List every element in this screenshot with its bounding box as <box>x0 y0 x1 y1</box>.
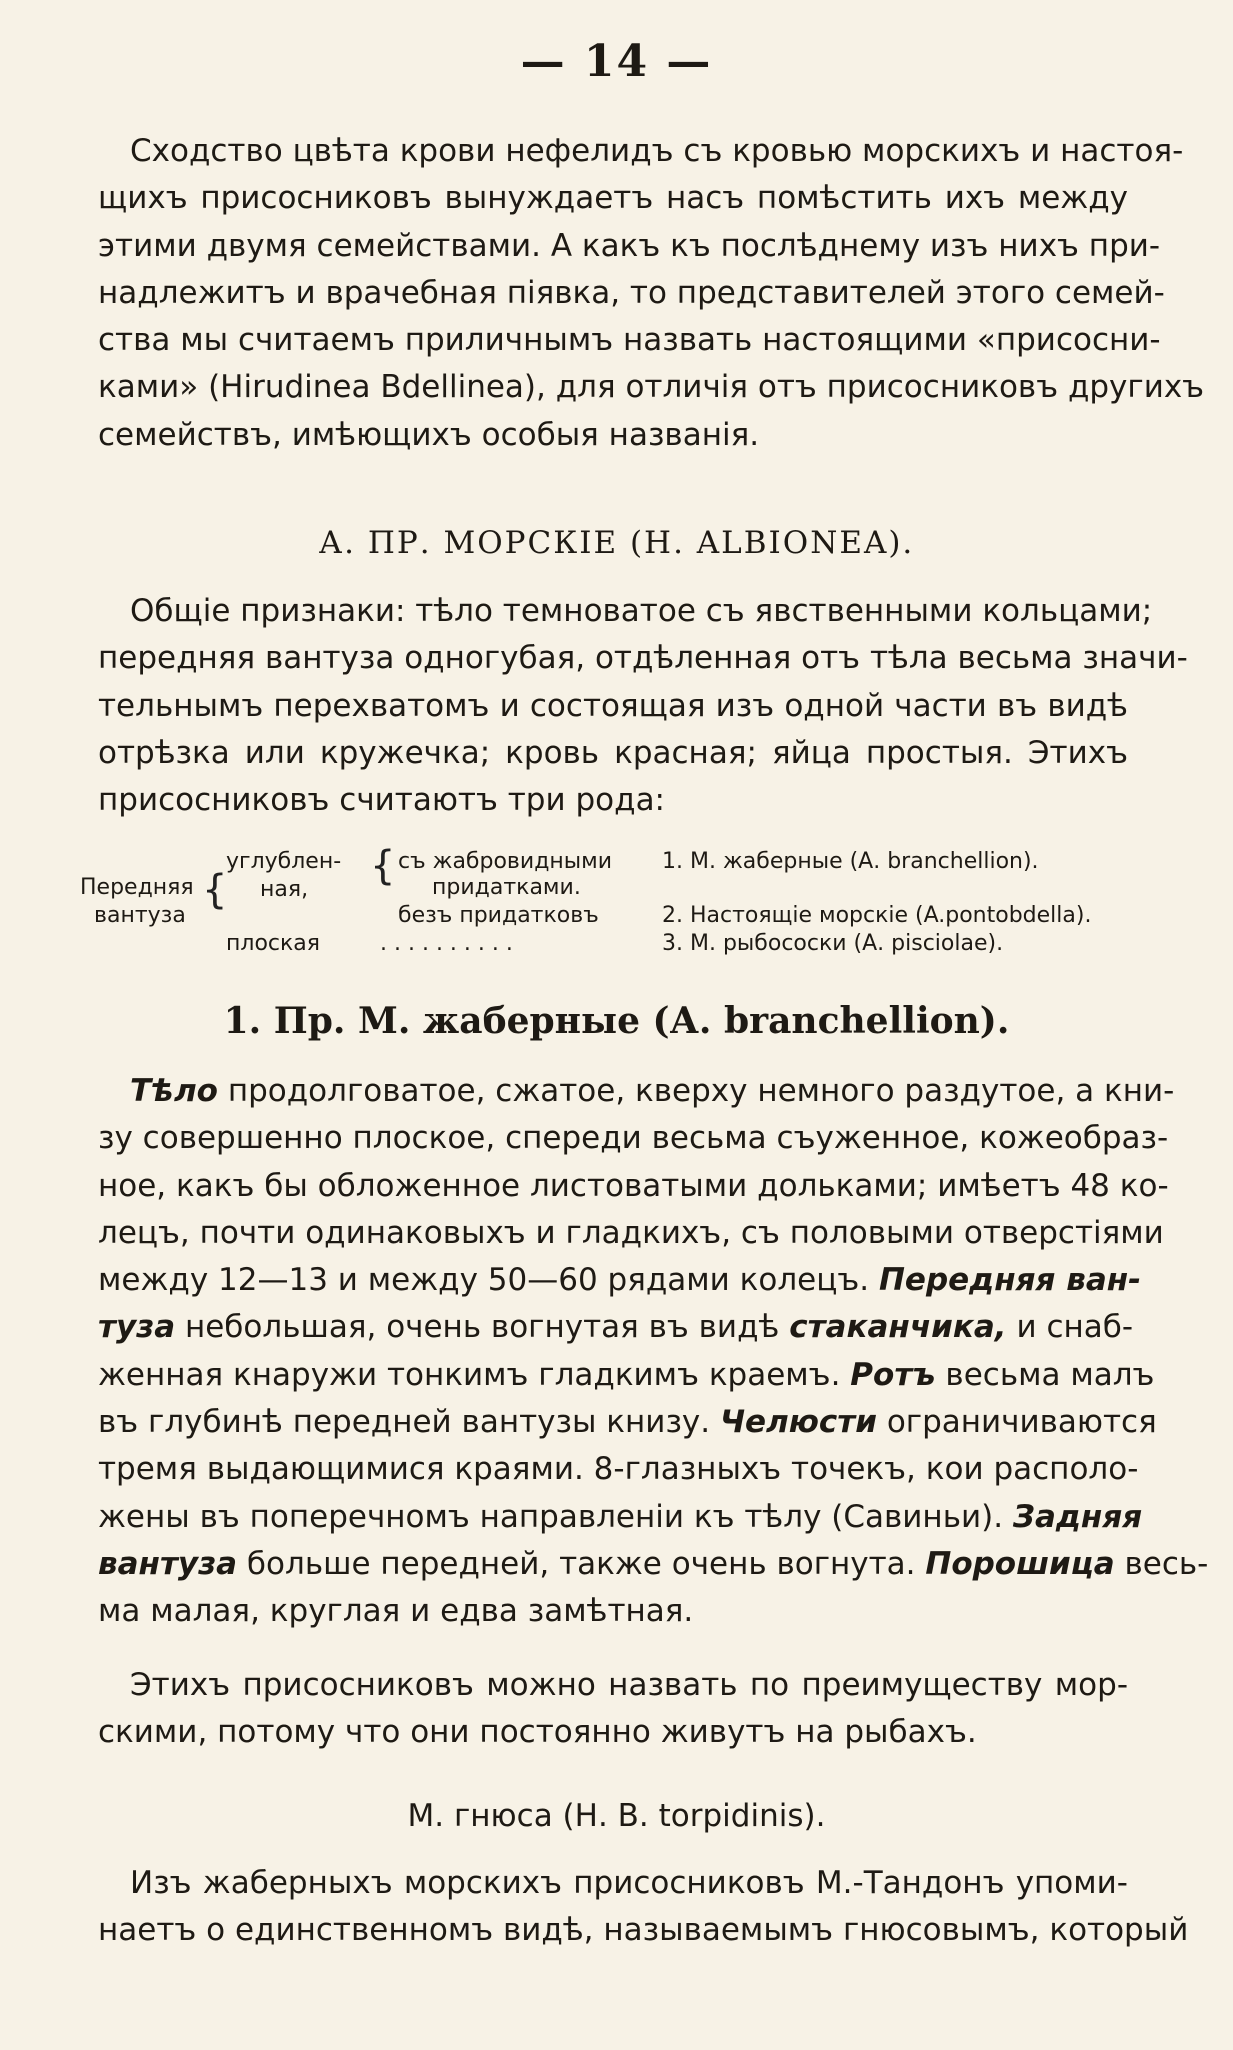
term-jaws: Челюсти <box>719 1404 877 1441</box>
result-1: 1. М. жаберные (А. branchellion). <box>662 849 1039 874</box>
brace-left: { <box>202 867 228 913</box>
text-line: ное, какъ бы обложенное листоватыми дольками; имѣетъ 48 ко- <box>98 1167 1169 1204</box>
text-line: Тѣло продолговатое, сжатое, кверху немного раздутое, а кни- <box>130 1073 1175 1109</box>
text-line: ма малая, круглая и едва замѣтная. <box>98 1593 694 1630</box>
section-a-heading: А. ПР. МОРСКІЕ (Н. ALBIONEA). <box>318 525 915 561</box>
text-line: женная кнаружи тонкимъ гладкимъ краемъ. Ротъ весьма малъ <box>98 1356 1155 1393</box>
species-subheading: М. гнюса (Н. В. torpidinis). <box>407 1798 826 1834</box>
text-line: тельнымъ перехватомъ и состоящая изъ одной части въ видѣ <box>98 687 1128 724</box>
section-1-heading: 1. Пр. М. жаберные (А. branchellion). <box>223 1000 1010 1042</box>
text-line: Общіе признаки: тѣло темноватое съ явственными кольцами; <box>130 593 1153 629</box>
section-1-paragraph <box>98 1068 1209 1636</box>
section-a-paragraph <box>98 588 1188 824</box>
term-anterior-sucker: Передняя ван- <box>878 1262 1142 1299</box>
text-line: скими, потому что они постоянно живутъ на рыбахъ. <box>98 1714 977 1751</box>
classification-table <box>80 844 1180 964</box>
cond-gill-b: придатками. <box>432 875 581 900</box>
intro-paragraph <box>98 128 1205 459</box>
type-concave-a: углублен- <box>226 849 342 874</box>
text-line: тремя выдающимися краями. 8-глазныхъ точекъ, кои располо- <box>98 1451 1139 1488</box>
text-line: жены въ поперечномъ направленіи къ тѣлу (Савиньи). Задняя <box>98 1498 1143 1535</box>
term-sucker: вантуза <box>98 1545 238 1582</box>
text-line: въ глубинѣ передней вантузы книзу. Челюсти ограничиваются <box>98 1404 1157 1441</box>
text-line: зу совершенно плоское, спереди весьма съуженное, кожеобраз- <box>98 1120 1169 1157</box>
text-line: Этихъ присосниковъ можно назвать по преимуществу мор- <box>130 1667 1128 1703</box>
cond-gill-a: съ жабровидными <box>398 849 613 874</box>
cond-no-append: безъ придатковъ <box>398 903 599 928</box>
text-line: семействъ, имѣющихъ особыя названія. <box>98 416 760 453</box>
text-line: щихъ присосниковъ вынуждаетъ насъ помѣстить ихъ между <box>98 180 1128 217</box>
term-cup: стаканчика, <box>789 1309 1007 1346</box>
text-line: отрѣзка или кружечка; кровь красная; яйца простыя. Этихъ <box>98 734 1128 771</box>
text-line: присосниковъ считаютъ три рода: <box>98 782 666 819</box>
text-line: передняя вантуза одногубая, отдѣленная отъ тѣла весьма значи- <box>98 640 1188 677</box>
result-2: 2. Настоящіе морскіе (A.pontobdella). <box>662 903 1092 928</box>
dots-leader: . . . . . . . . . . <box>380 931 513 956</box>
text-line: вантуза больше передней, также очень вогнута. Порошица весь- <box>98 1545 1209 1582</box>
text-line: лецъ, почти одинаковыхъ и гладкихъ, съ половыми отверстіями <box>98 1214 1164 1251</box>
text-line: Изъ жаберныхъ морскихъ присосниковъ М.-Тандонъ упоми- <box>130 1865 1128 1901</box>
final-paragraph <box>98 1860 1189 1955</box>
text-line: этими двумя семействами. А какъ къ послѣднему изъ нихъ при- <box>98 227 1161 264</box>
text-line: ства мы считаемъ приличнымъ назвать настоящими «присосни- <box>98 322 1161 359</box>
term-anus: Порошица <box>925 1545 1115 1582</box>
type-concave-b: ная, <box>260 877 309 902</box>
text-line: туза небольшая, очень вогнутая въ видѣ стаканчика, и снаб- <box>98 1309 1134 1346</box>
brace-mid: { <box>370 843 396 889</box>
term-posterior: Задняя <box>1012 1498 1143 1535</box>
result-3: 3. М. рыбососки (А. pisciolae). <box>662 931 1004 956</box>
label-sucker: вантуза <box>94 903 186 928</box>
type-flat: плоская <box>226 931 321 956</box>
text-line: Сходство цвѣта крови нефелидъ съ кровью морскихъ и настоя- <box>130 133 1184 169</box>
term-body: Тѣло <box>130 1073 218 1109</box>
term-anterior-sucker-cont: туза <box>98 1309 176 1346</box>
section-1-paragraph-2 <box>98 1662 1128 1757</box>
label-anterior: Передняя <box>80 875 194 900</box>
text-line: между 12—13 и между 50—60 рядами колецъ. Передняя ван- <box>98 1262 1142 1299</box>
term-mouth: Ротъ <box>850 1356 936 1393</box>
text-line: надлежитъ и врачебная піявка, то представителей этого семей- <box>98 274 1165 311</box>
text-line: ками» (Hirudinea Bdellinea), для отличія отъ присосниковъ другихъ <box>98 369 1205 406</box>
page-number: — 14 — <box>520 36 713 87</box>
text-line: наетъ о единственномъ видѣ, называемымъ гнюсовымъ, который <box>98 1912 1189 1949</box>
